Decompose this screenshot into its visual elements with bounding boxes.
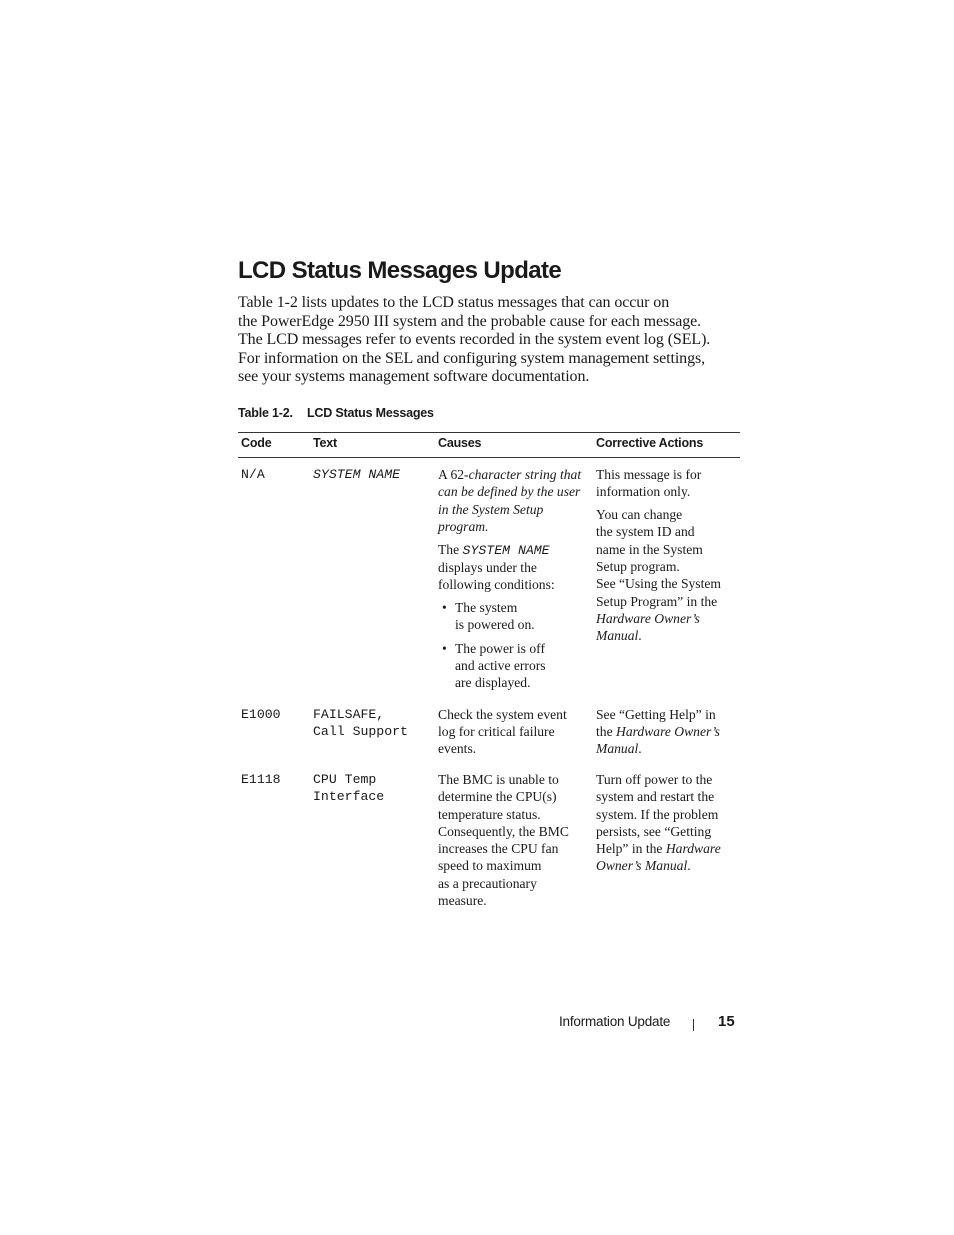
text-cell [310, 706, 435, 763]
causes-text: character string that [468, 467, 582, 482]
causes-line: program. [438, 518, 489, 534]
text-cell [310, 466, 435, 698]
causes-cell [435, 466, 593, 698]
bullet-line: The power is off [455, 640, 545, 656]
causes-line: speed to maximum [438, 858, 542, 874]
bullet-line: is powered on. [455, 617, 535, 633]
table-caption [238, 406, 434, 420]
text-line: Call Support [313, 723, 408, 739]
actions-line: persists, see “Getting [596, 823, 712, 839]
code-cell: E1118 [241, 771, 281, 787]
causes-line: The BMC is unable to [438, 771, 559, 787]
condition-bullet [438, 599, 587, 634]
actions-text: . [638, 628, 642, 644]
intro-line: see your systems management software documentation. [238, 368, 590, 386]
lcd-status-table [238, 432, 740, 915]
intro-line: Table 1-2 lists updates to the LCD status messages that can occur on [238, 294, 670, 311]
actions-line: This message is for [596, 467, 702, 482]
actions-text: Manual [596, 628, 639, 644]
actions-line: system and restart the [596, 789, 715, 805]
actions-line: Setup program. [596, 558, 680, 574]
causes-code: SYSTEM NAME [462, 542, 550, 558]
header-code: Code [241, 436, 272, 450]
page-number: 15 [718, 1013, 735, 1030]
actions-line: See “Using the System [596, 576, 721, 592]
causes-line: can be defined by the user [438, 484, 581, 500]
causes-line: determine the CPU(s) [438, 789, 557, 805]
bullet-line: are displayed. [455, 675, 531, 691]
causes-paragraph [438, 541, 587, 594]
actions-line: name in the System [596, 541, 703, 557]
text-cell [310, 771, 435, 915]
code-cell: E1000 [241, 706, 281, 722]
causes-cell [435, 706, 593, 763]
bullet-line: and active errors [455, 657, 546, 673]
actions-paragraph [596, 771, 734, 875]
causes-line: events. [438, 741, 477, 757]
text-line: Interface [313, 789, 385, 805]
bullet-dot-icon: • [442, 600, 447, 616]
intro-line: The LCD messages refer to events recorded in the system event log (SEL). [238, 331, 711, 349]
table-row [238, 698, 740, 763]
actions-line: system. If the problem [596, 806, 719, 822]
actions-text: Help” in the [596, 841, 666, 857]
causes-line: following conditions: [438, 577, 555, 593]
intro-line: For information on the SEL and configuring system management settings, [238, 349, 705, 367]
footer-divider [693, 1019, 694, 1031]
actions-text: the [596, 723, 617, 739]
text-line: SYSTEM NAME [313, 467, 401, 482]
actions-line: Turn off power to the [596, 771, 713, 787]
text-line: CPU Temp [313, 771, 377, 787]
section-heading: LCD Status Messages Update [238, 257, 562, 284]
causes-paragraph [438, 771, 587, 909]
table-row [238, 763, 740, 915]
text-line: FAILSAFE, [313, 706, 385, 722]
actions-text: Owner’s Manual [596, 858, 688, 874]
actions-cell [593, 706, 740, 763]
table-header-row [238, 433, 740, 458]
actions-line: Setup Program” in the [596, 593, 718, 609]
actions-text: . [687, 858, 691, 874]
footer-section-title: Information Update [559, 1014, 671, 1029]
actions-paragraph [596, 466, 734, 501]
intro-paragraph [238, 294, 738, 387]
table-title: LCD Status Messages [307, 406, 434, 420]
actions-cell [593, 466, 740, 698]
table-number: Table 1-2. [238, 406, 293, 420]
actions-line: See “Getting Help” in [596, 706, 716, 722]
code-cell: N/A [241, 467, 265, 482]
actions-paragraph [596, 506, 734, 644]
actions-line: You can change [596, 507, 683, 523]
causes-line: in the System Setup [438, 501, 544, 517]
bullet-dot-icon: • [442, 640, 447, 656]
causes-line: Check the system event [438, 706, 567, 722]
causes-line: Consequently, the BMC [438, 823, 569, 839]
header-corrective-actions: Corrective Actions [596, 436, 704, 450]
actions-text: Hardware [665, 841, 721, 857]
causes-line: log for critical failure [438, 723, 555, 739]
causes-text: The [438, 541, 463, 557]
table-row [238, 458, 740, 698]
condition-bullet [438, 640, 587, 692]
actions-paragraph [596, 706, 734, 758]
actions-text: . [638, 741, 642, 757]
causes-line: as a precautionary [438, 875, 537, 891]
actions-line: Hardware Owner’s [596, 610, 700, 626]
causes-paragraph [438, 466, 587, 535]
actions-line: information only. [596, 484, 691, 500]
header-causes: Causes [438, 436, 482, 450]
causes-cell [435, 771, 593, 915]
actions-line: the system ID and [596, 524, 695, 540]
actions-cell [593, 771, 740, 915]
intro-line: the PowerEdge 2950 III system and the probable cause for each message. [238, 312, 702, 330]
actions-text: Manual [596, 741, 639, 757]
causes-line: increases the CPU fan [438, 841, 559, 857]
causes-text: A 62- [438, 467, 469, 482]
header-text: Text [313, 436, 337, 450]
bullet-line: The system [455, 600, 518, 616]
causes-line: temperature status. [438, 806, 541, 822]
causes-line: displays under the [438, 559, 537, 575]
causes-paragraph [438, 706, 587, 758]
causes-line: measure. [438, 893, 487, 909]
actions-text: Hardware Owner’s [616, 723, 720, 739]
